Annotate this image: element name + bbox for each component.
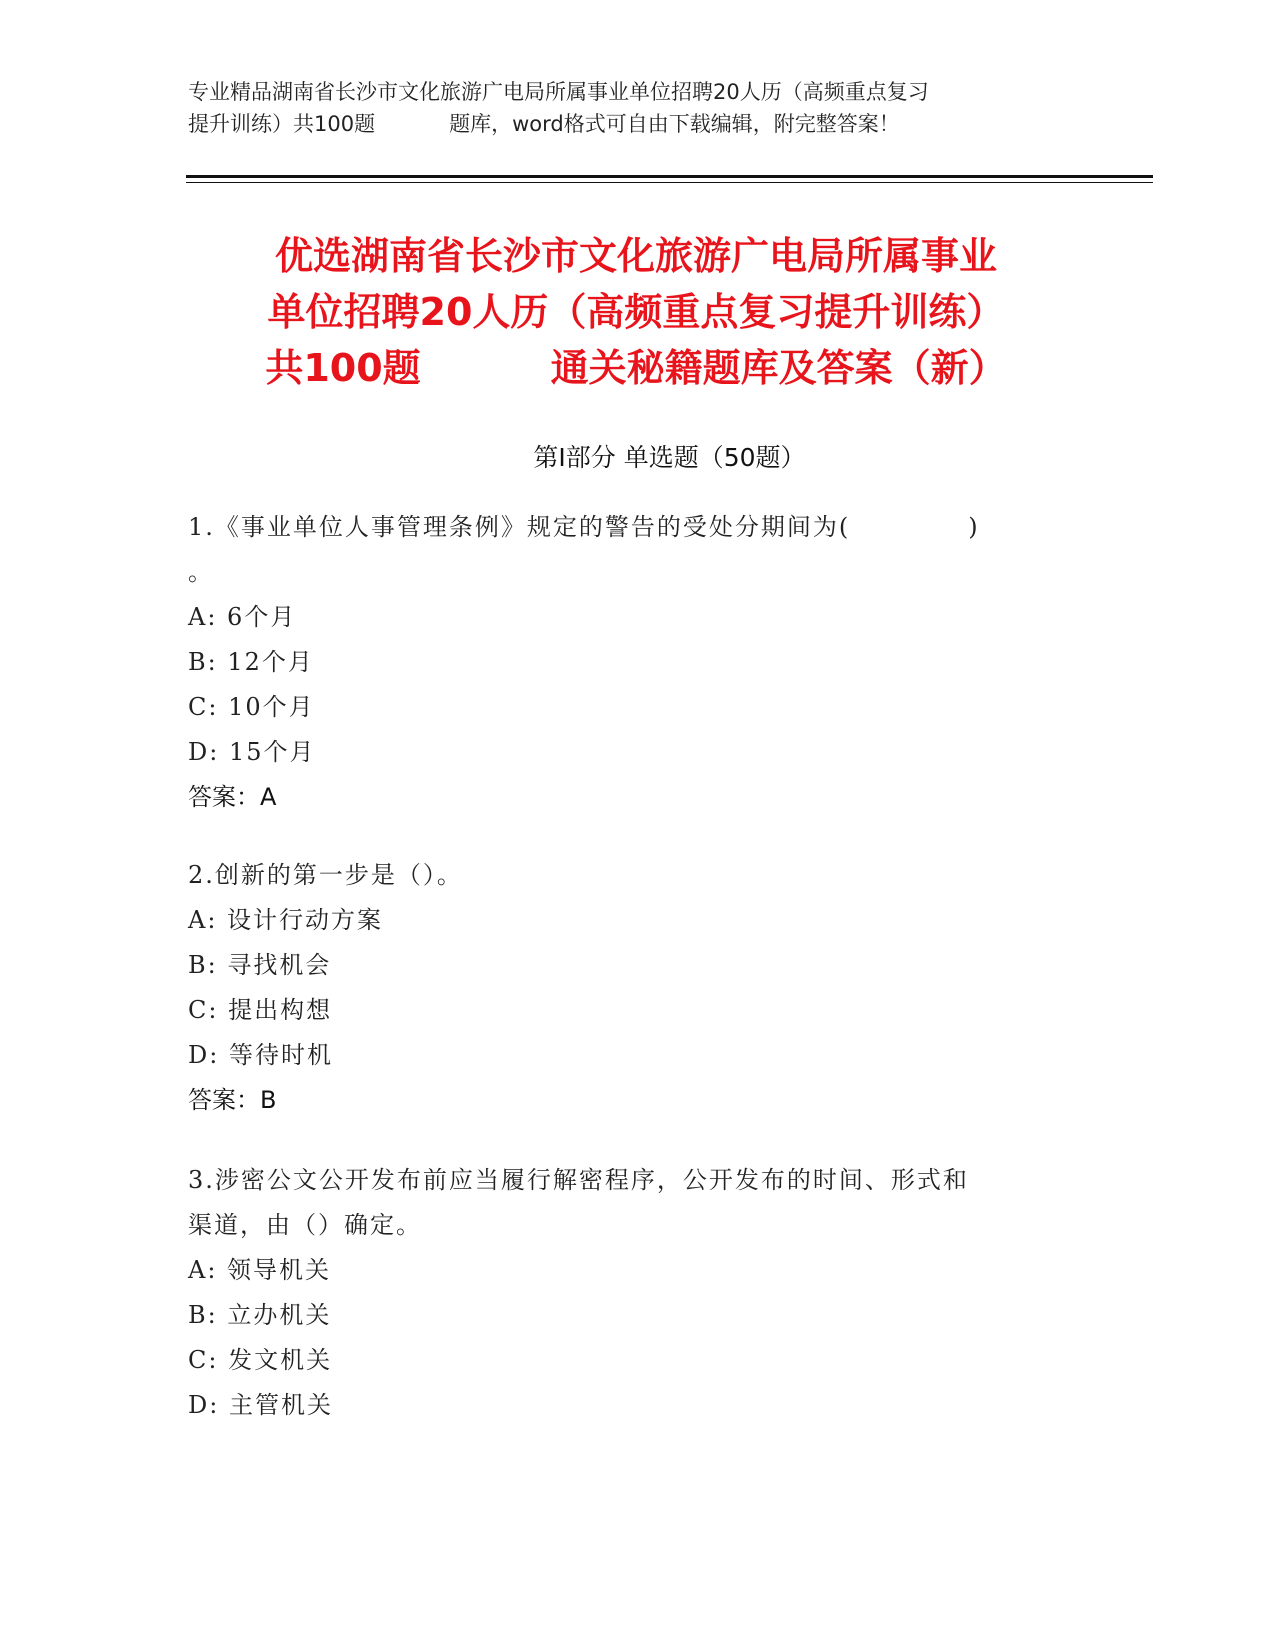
title-line-3	[186, 340, 1086, 396]
question-stem	[188, 505, 1068, 550]
option-b: B: 12个月	[188, 648, 314, 676]
title-line-3-part-a: 共100题	[265, 346, 421, 390]
option-b: B: 立办机关	[188, 1301, 332, 1329]
question-stem: 3.涉密公文公开发布前应当履行解密程序，公开发布的时间、形式和	[188, 1166, 969, 1194]
option-d: D: 等待时机	[188, 1041, 333, 1069]
header-line-2-part-b: 题库，word格式可自由下载编辑，附完整答案！	[449, 112, 900, 136]
question-stem-close-paren: )	[968, 513, 980, 541]
question-stem-continued: 渠道，由（）确定。	[188, 1211, 422, 1239]
document-header	[188, 76, 1088, 140]
option-a: A: 领导机关	[188, 1256, 332, 1284]
title-line-3-part-b: 通关秘籍题库及答案（新）	[550, 346, 1007, 390]
question-2	[188, 853, 1068, 1123]
option-d: D: 15个月	[188, 738, 316, 766]
document-title	[186, 228, 1086, 396]
option-c: C: 发文机关	[188, 1346, 333, 1374]
option-c: C: 10个月	[188, 693, 315, 721]
option-d: D: 主管机关	[188, 1391, 333, 1419]
title-line-1: 优选湖南省长沙市文化旅游广电局所属事业	[274, 234, 997, 278]
option-a: A: 6个月	[188, 603, 297, 631]
header-line-2	[188, 108, 1088, 140]
option-b: B: 寻找机会	[188, 951, 332, 979]
header-divider-thick	[186, 175, 1153, 178]
answer: 答案：A	[188, 783, 277, 811]
question-stem: 2.创新的第一步是（）。	[188, 861, 463, 889]
option-a: A: 设计行动方案	[188, 906, 384, 934]
question-3	[188, 1158, 1068, 1428]
question-1	[188, 505, 1068, 820]
question-stem-text: 1.《事业单位人事管理条例》规定的警告的受处分期间为(	[188, 513, 851, 541]
header-line-1: 专业精品湖南省长沙市文化旅游广电局所属事业单位招聘20人历（高频重点复习	[188, 80, 929, 104]
title-line-2: 单位招聘20人历（高频重点复习提升训练）	[267, 290, 1005, 334]
answer: 答案：B	[188, 1086, 277, 1114]
question-stem-end: 。	[188, 558, 214, 586]
header-divider-thin	[186, 182, 1153, 183]
header-line-2-part-a: 提升训练）共100题	[188, 112, 376, 136]
section-title: 第Ⅰ部分 单选题（50题）	[533, 443, 806, 472]
option-c: C: 提出构想	[188, 996, 333, 1024]
